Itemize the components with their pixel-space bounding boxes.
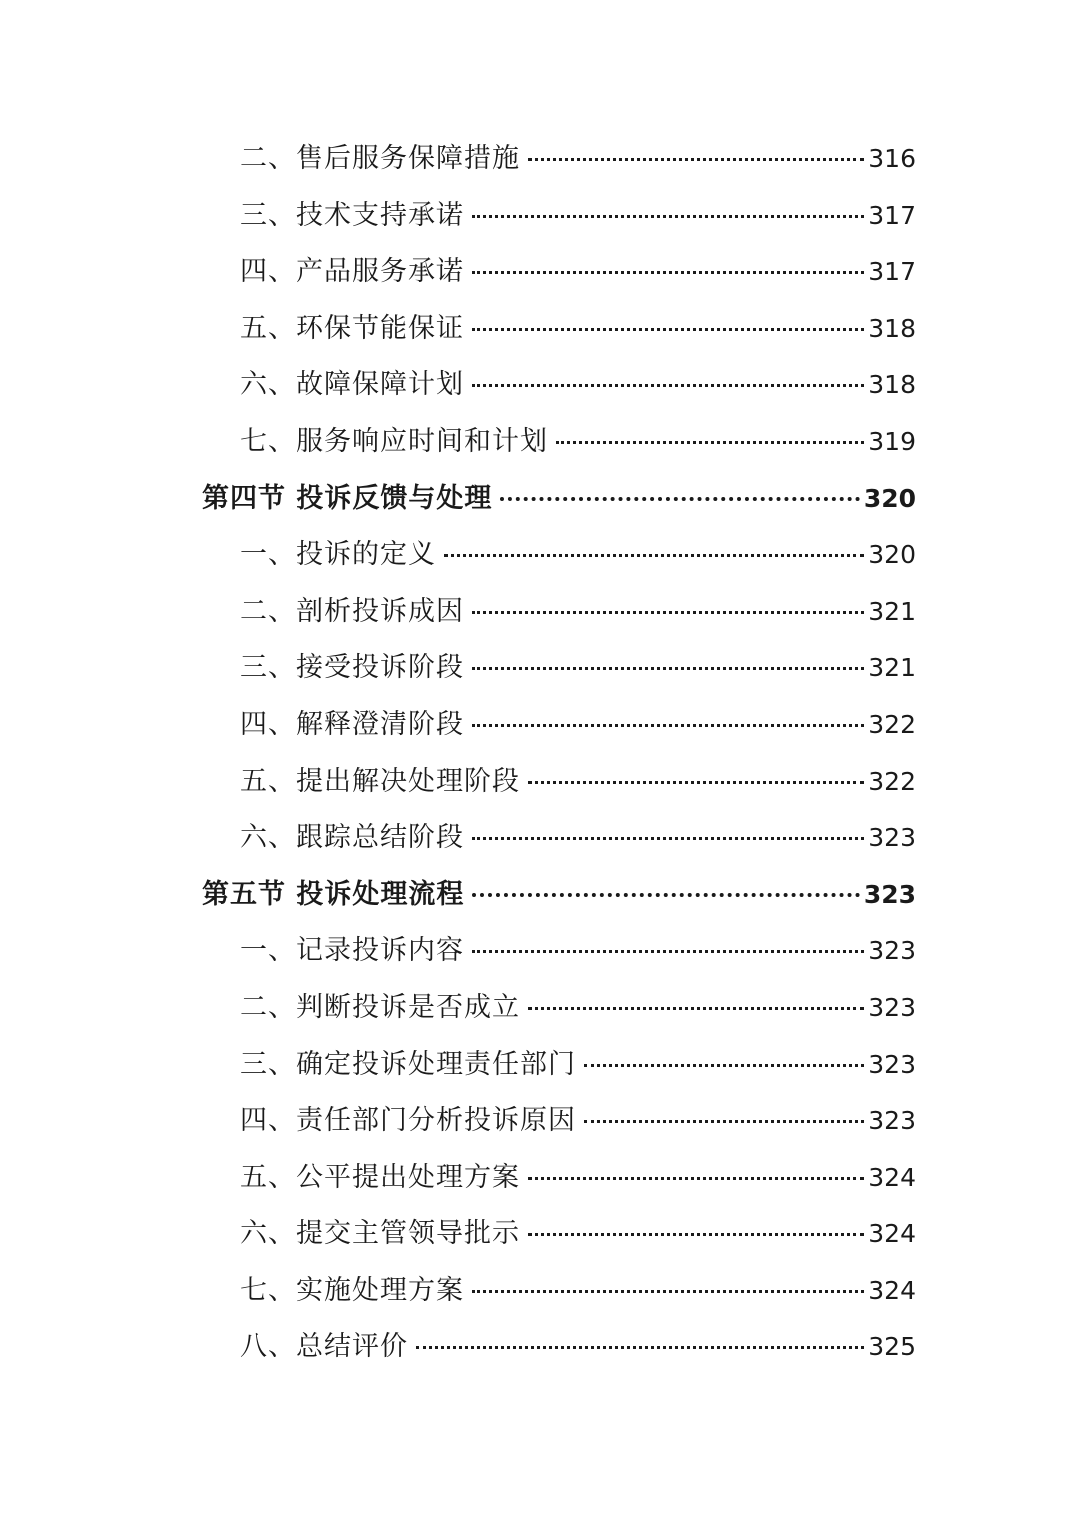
toc-dot-leader [444,554,864,557]
toc-page-number: 323 [868,992,916,1022]
toc-dot-leader [528,781,864,784]
toc-dot-leader [472,893,859,897]
toc-dot-leader [528,1233,864,1236]
toc-entry-title: 四、责任部门分析投诉原因 [240,1105,576,1137]
toc-entry [0,244,1080,301]
toc-entry [0,810,1080,867]
toc-page-number: 317 [868,257,916,287]
toc-entry-title: 二、判断投诉是否成立 [240,991,520,1023]
toc-entry-title: 四、解释澄清阶段 [240,708,464,740]
toc-dot-leader [528,158,864,161]
toc-entry-title: 第五节 投诉处理流程 [202,878,465,910]
toc-section-heading [0,471,1080,528]
toc-entry-title: 二、售后服务保障措施 [240,143,520,174]
toc-entry [0,1263,1080,1320]
toc-dot-leader [472,837,864,840]
toc-entry-title: 三、接受投诉阶段 [240,652,464,684]
toc-page-number: 324 [868,1275,916,1305]
toc-page-number: 323 [868,936,916,966]
toc-entry-title: 四、产品服务承诺 [240,256,464,288]
toc-entry [0,188,1080,245]
toc-dot-leader [556,441,864,444]
toc-entry [0,1037,1080,1094]
toc-page-number: 322 [868,766,916,796]
toc-entry [0,414,1080,471]
toc-page-number: 322 [868,709,916,739]
toc-dot-leader [472,950,864,953]
toc-entry-title: 六、故障保障计划 [240,369,464,401]
toc-page-number: 317 [868,200,916,230]
toc-entry [0,923,1080,980]
toc-entry-title: 三、技术支持承诺 [240,199,464,231]
toc-dot-leader [416,1346,864,1349]
table-of-contents [0,131,1080,1376]
toc-entry [0,527,1080,584]
toc-page-number: 324 [868,1162,916,1192]
toc-entry-title: 三、确定投诉处理责任部门 [240,1048,576,1080]
toc-dot-leader [528,1007,864,1010]
toc-entry [0,301,1080,358]
toc-page-number: 323 [868,1049,916,1079]
toc-entry [0,1206,1080,1263]
toc-dot-leader [500,497,859,501]
toc-entry-title: 七、服务响应时间和计划 [240,425,548,457]
toc-dot-leader [472,611,864,614]
toc-dot-leader [472,215,864,218]
toc-page-number: 321 [868,596,916,626]
toc-dot-leader [584,1120,864,1123]
toc-page-number: 319 [868,426,916,456]
toc-entry-title: 一、投诉的定义 [240,539,436,571]
toc-entry-title: 七、实施处理方案 [240,1274,464,1306]
toc-page-number: 318 [868,370,916,400]
toc-entry [0,584,1080,641]
toc-page-number: 323 [868,1106,916,1136]
toc-entry-title: 六、跟踪总结阶段 [240,822,464,854]
toc-entry-title: 五、环保节能保证 [240,312,464,344]
toc-entry [0,640,1080,697]
toc-dot-leader [472,724,864,727]
toc-section-heading [0,867,1080,924]
toc-entry [0,1150,1080,1207]
toc-entry [0,1093,1080,1150]
toc-dot-leader [528,1177,864,1180]
toc-page-number: 320 [863,483,916,513]
toc-dot-leader [472,384,864,387]
toc-entry-title: 六、提交主管领导批示 [240,1218,520,1250]
toc-entry-title: 一、记录投诉内容 [240,935,464,967]
toc-entry-title: 五、公平提出处理方案 [240,1161,520,1193]
toc-page-number: 320 [868,540,916,570]
toc-entry [0,131,1080,188]
toc-dot-leader [472,328,864,331]
toc-page-number: 323 [863,879,916,909]
toc-page-number: 325 [868,1332,916,1362]
toc-page-number: 318 [868,313,916,343]
toc-entry-title: 第四节 投诉反馈与处理 [202,482,493,514]
toc-entry-title: 五、提出解决处理阶段 [240,765,520,797]
toc-page-number: 324 [868,1219,916,1249]
toc-entry [0,754,1080,811]
toc-page-number: 321 [868,653,916,683]
toc-entry [0,1319,1080,1376]
toc-dot-leader [472,1290,864,1293]
toc-dot-leader [584,1064,864,1067]
toc-entry-title: 二、剖析投诉成因 [240,595,464,627]
toc-entry [0,357,1080,414]
toc-entry [0,980,1080,1037]
toc-entry [0,697,1080,754]
toc-dot-leader [472,271,864,274]
toc-dot-leader [472,667,864,670]
toc-page-number: 316 [868,144,916,173]
toc-page-number: 323 [868,823,916,853]
toc-entry-title: 八、总结评价 [240,1331,408,1363]
